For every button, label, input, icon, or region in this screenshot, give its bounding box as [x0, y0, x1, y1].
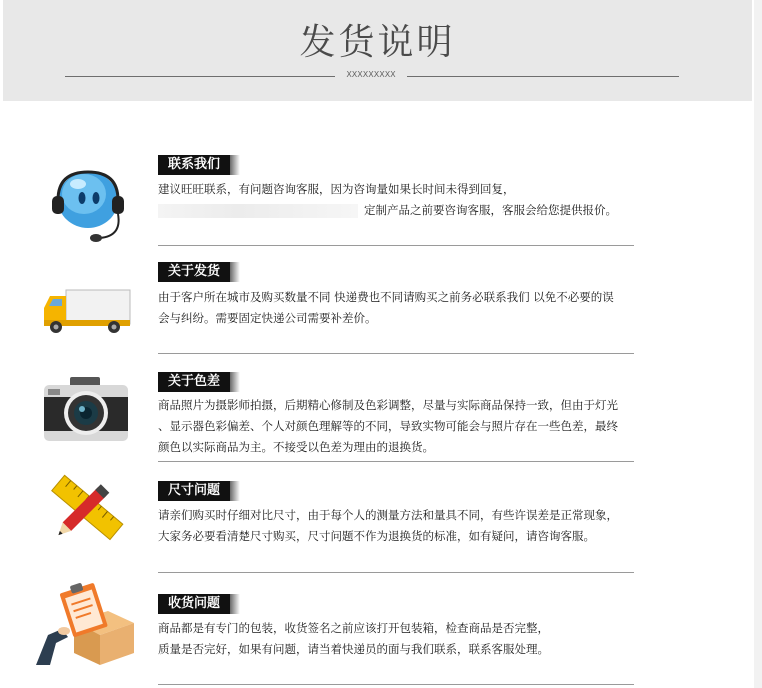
- section-label: 联系我们: [158, 155, 230, 175]
- section-divider: [158, 461, 634, 462]
- section-divider: [158, 245, 634, 246]
- delivery-truck-icon: [40, 286, 134, 336]
- text-line: 由于客户所在城市及购买数量不同 快递费也不同请购买之前务必联系我们 以免不必要的误: [158, 290, 614, 304]
- section-label: 关于发货: [158, 262, 230, 282]
- text-line: 、显示器色彩偏差、个人对颜色理解等的不同，导致实物可能会与照片存在一些色差，最终: [158, 419, 618, 433]
- text-line: 大家务必要看清楚尺寸购买，尺寸问题不作为退换货的标准，如有疑问，请咨询客服。: [158, 529, 595, 543]
- header-rule-right: [407, 76, 679, 77]
- section-text: [158, 287, 648, 329]
- text-line: 质量是否完好，如果有问题，请当着快递员的面与我们联系，联系客服处理。: [158, 642, 549, 656]
- text-line: 建议旺旺联系，有问题咨询客服，因为咨询量如果长时间未得到回复，: [158, 182, 515, 196]
- right-edge-strip: [754, 0, 762, 688]
- header-rule-left: [65, 76, 335, 77]
- section-divider: [158, 353, 634, 354]
- section-label: 收货问题: [158, 594, 230, 614]
- section-text: [158, 618, 648, 660]
- header-subtitle: XXXXXXXXX: [346, 70, 396, 79]
- section-divider: [158, 572, 634, 573]
- text-line-2: 定制产品之前要咨询客服，客服会给您提供报价。: [158, 200, 648, 221]
- text-line: 会与纠纷。需要固定快递公司需要补差价。: [158, 311, 377, 325]
- package-clipboard-icon: [34, 581, 138, 667]
- section-label: 尺寸问题: [158, 481, 230, 501]
- customer-service-headset-icon: [44, 166, 130, 246]
- section-text: [158, 179, 648, 221]
- blurred-text-mask: [158, 204, 358, 218]
- text-line: 颜色以实际商品为主。不接受以色差为理由的退换货。: [158, 440, 434, 454]
- section-text: [158, 395, 648, 458]
- ruler-pencil-icon: [44, 467, 128, 551]
- section-text: [158, 505, 648, 547]
- section-label: 关于色差: [158, 372, 230, 392]
- header-banner: [3, 0, 752, 101]
- text-line: 商品都是有专门的包装，收货签名之前应该打开包装箱，检查商品是否完整，: [158, 621, 549, 635]
- camera-icon: [40, 375, 132, 443]
- section-divider: [158, 684, 634, 685]
- text-line: 商品照片为摄影师拍摄，后期精心修制及色彩调整，尽量与实际商品保持一致，但由于灯光: [158, 398, 618, 412]
- text-line: 请亲们购买时仔细对比尺寸，由于每个人的测量方法和量具不同，有些许误差是正常现象，: [158, 508, 618, 522]
- page-title: 发货说明: [299, 22, 456, 63]
